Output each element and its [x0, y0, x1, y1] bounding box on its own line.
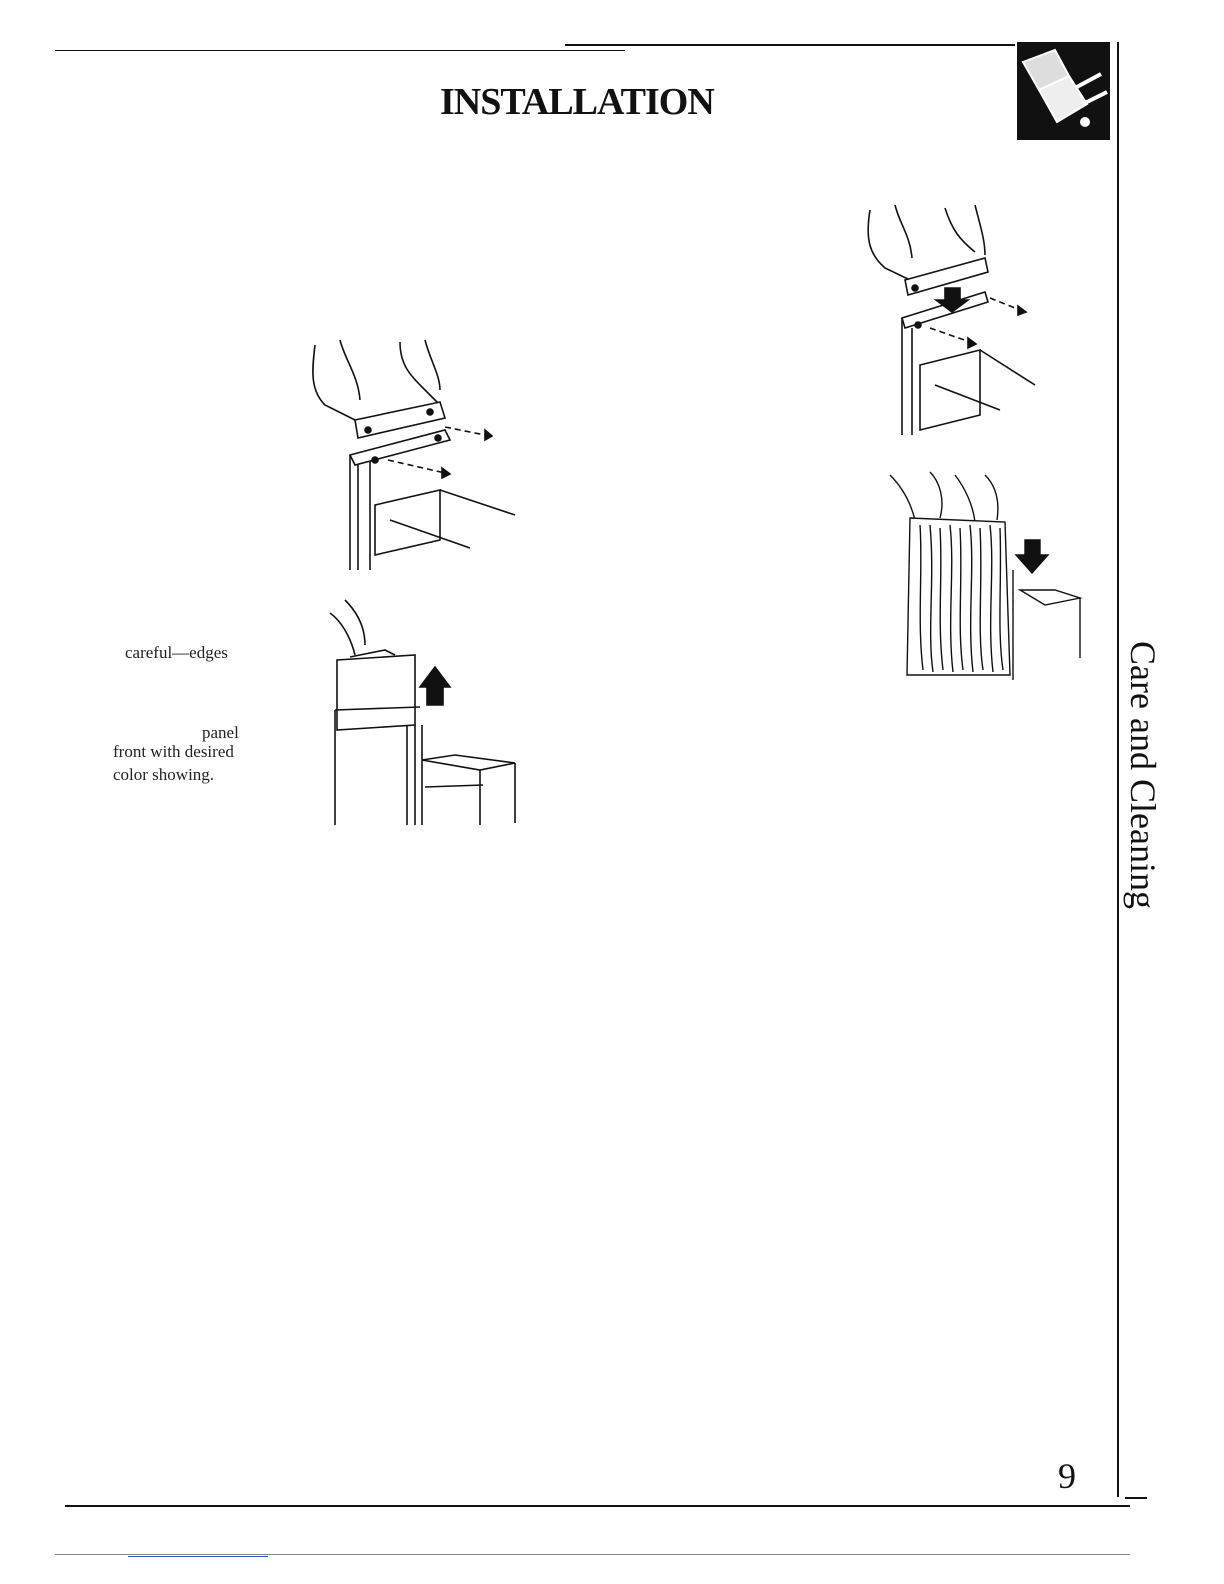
text-careful-edges: careful—edges [125, 643, 228, 662]
bottom-rule [65, 1505, 1130, 1507]
footer-link-underline [128, 1556, 268, 1557]
text-color-showing: color showing. [113, 765, 215, 784]
hands-trim-screws-icon [300, 330, 530, 570]
page-title: INSTALLATION [440, 81, 714, 123]
hands-lift-panel-arrow-up-icon [325, 595, 525, 825]
side-tab-label: Care and Cleaning [1123, 641, 1163, 909]
page-number: 9 [1058, 1456, 1076, 1496]
side-tab-care-and-cleaning [1118, 625, 1168, 925]
footer-rule [55, 1554, 1130, 1555]
top-rule-right [565, 44, 1015, 46]
top-rule-left [55, 50, 625, 51]
hands-trim-arrow-down-icon [860, 200, 1040, 435]
bottom-rule-tick [1125, 1497, 1147, 1499]
electrical-plug-icon [1017, 42, 1110, 140]
hands-wood-panel-arrow-down-icon [885, 470, 1085, 685]
text-front-with-desired: front with desired [113, 742, 234, 761]
text-panel: panel [202, 723, 239, 742]
